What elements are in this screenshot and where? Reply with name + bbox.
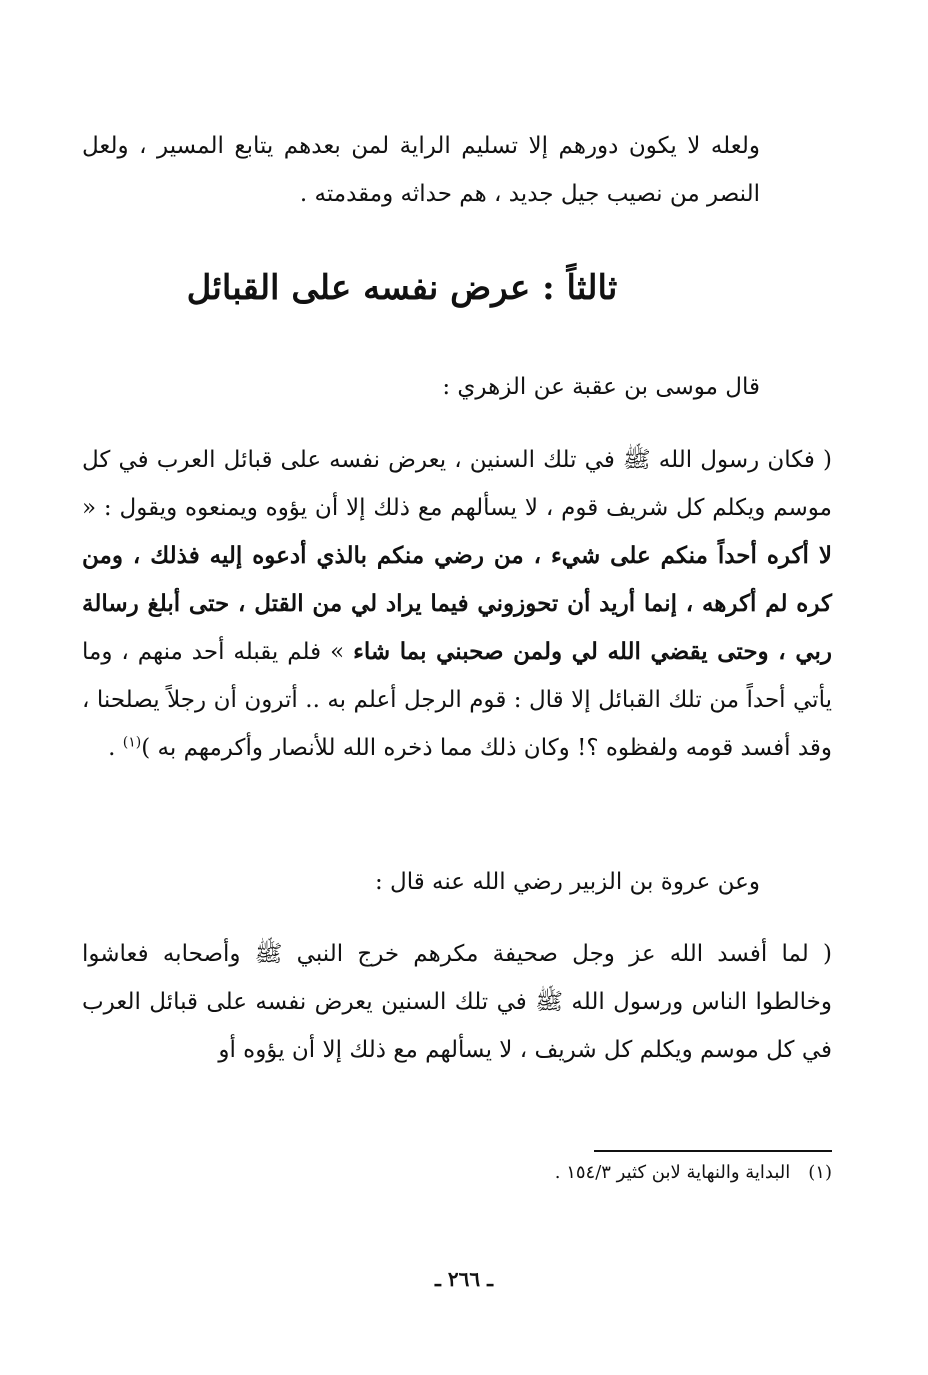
paragraph-2-end: . [108,735,123,761]
paragraph-2-part-2: » فلم يقبله أحد منهم ، وما يأتي أحداً من تلك القبائل إلا قال : قوم الرجل أعلم به .. أترون أن رجلاً يصلحنا ، وقد أفسد قومه ولفظوه ؟! وكان ذلك مما ذخره الله للأنصار وأكرمهم به ) [82,639,832,761]
paragraph-1 [82,122,832,218]
paragraph-3 [82,930,832,1074]
paragraph-1-text: ولعله لا يكون دورهم إلا تسليم الراية لمن بعدهم يتابع المسير ، ولعل النصر من نصيب جيل جديد ، هم حداثه ومقدمته . [82,133,760,207]
footnote [82,1158,832,1188]
paragraph-2 [82,436,832,772]
footnote-text: البداية والنهاية لابن كثير ١٥٤/٣ . [554,1162,791,1183]
paragraph-3-text: ( لما أفسد الله عز وجل صحيفة مكرهم خرج النبي ﷺ وأصحابه فعاشوا وخالطوا الناس ورسول الله ﷺ في تلك السنين يعرض نفسه على قبائل العرب في كل موسم ويكلم كل شريف ، لا يسألهم مع ذلك إلا أن يؤوه أو [82,941,832,1063]
page-number: ـ ٢٦٦ ـ [435,1267,493,1291]
footnote-number: (١) [808,1162,832,1183]
footnote-reference: (١) [122,734,142,751]
footnote-divider [594,1150,832,1152]
paragraph-2-part-1: ( فكان رسول الله ﷺ في تلك السنين ، يعرض نفسه على قبائل العرب في كل موسم ويكلم كل شريف قوم ، لا يسألهم مع ذلك إلا أن يؤوه ويمنعوه ويقول : « [82,447,832,521]
prophet-quote: لا أكره أحداً منكم على شيء ، من رضي منكم بالذي أدعوه إليه فذلك ، ومن كره لم أكرهه ، إنما أريد أن تحوزوني فيما يراد لي من القتل ، حتى أبلغ رسالة ربي ، وحتى يقضي الله لي ولمن صحبني بما شاء [82,542,832,665]
intro-line-2: وعن عروة بن الزبير رضي الله عنه قال : [374,869,760,895]
section-heading: ثالثاً : عرض نفسه على القبائل [186,268,618,308]
intro-line-1: قال موسى بن عقبة عن الزهري : [442,374,760,400]
